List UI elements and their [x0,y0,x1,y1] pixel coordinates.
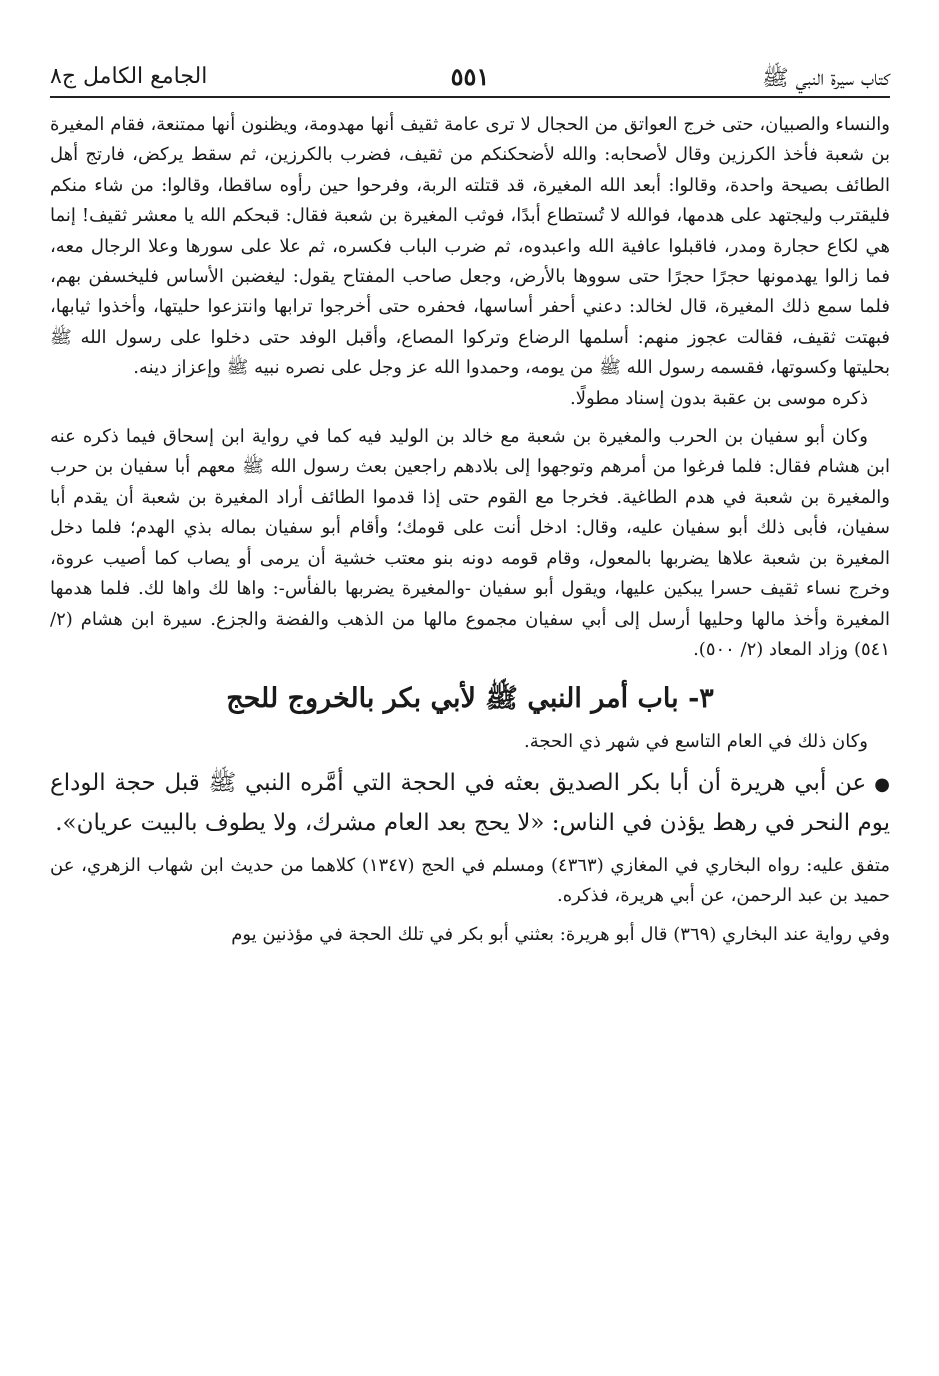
paragraph-abu-sufyan: وكان أبو سفيان بن الحرب والمغيرة بن شعبة مع خالد بن الوليد فيه كما في رواية ابن إسحاق فيما ذكره عنه ابن هشام فقال: فلما فرغوا من أمرهم وتوجهوا إلى بلادهم راجعين بعث رسول الله ﷺ معهم أبا سفيان بن حرب والمغيرة بن شعبة في هدم الطاغية. فخرجا مع القوم حتى إذا قدموا الطائف أراد المغيرة بن شعبة أن يقدم أبا سفيان، فأبى ذلك أبو سفيان عليه، وقال: ادخل أنت على قومك؛ وأقام أبو سفيان بماله بذي الهدم؛ فلما دخل المغيرة بن شعبة علاها يضربها بالمعول، وقام قومه دونه بنو معتب خشية أن يرمى أو يصاب كما أصيب عروة، وخرج نساء ثقيف حسرا يبكين عليها، ويقول أبو سفيان -والمغيرة يضربها بالفأس-: واها لك واها لك. فلما هدمها المغيرة وأخذ مالها وحليها أرسل إلى أبي سفيان مجموع مالها من الذهب والفضة والجزع. سيرة ابن هشام (٢/ ٥٤١) وزاد المعاد (٢/ ٥٠٠). [50,426,890,660]
paragraph-hadith [50,764,890,843]
book-page [50,40,890,950]
paragraph-takhrij: متفق عليه: رواه البخاري في المغازي (٤٣٦٣) ومسلم في الحج (١٣٤٧) كلاهما من حديث ابن شهاب الزهري، عن حميد بن عبد الرحمن، عن أبي هريرة، فذكره. [50,854,890,907]
hadith-text: عن أبي هريرة أن أبا بكر الصديق بعثه في الحجة التي أمَّره النبي ﷺ قبل حجة الوداع يوم النحر في رهط يؤذن في الناس: «لا يحج بعد العام مشرك، ولا يطوف بالبيت عريان». [50,769,890,836]
paragraph-demolition-narrative: والنساء والصبيان، حتى خرج العواتق من الحجال لا ترى عامة ثقيف أنها مهدومة، ويظنون أنها ممتنعة، فقام المغيرة بن شعبة فأخذ الكرزين وقال لأصحابه: والله لأضحكنكم من ثقيف، فضرب بالكرزين، ثم سقط يركض، فارتج أهل الطائف بصيحة واحدة، وقالوا: أبعد الله المغيرة، قد قتلته الربة، وفرحوا حين رأوه ساقطا، وقالوا: من شاء منكم فليقترب وليجتهد على هدمها، فوالله لا تُستطاع أبدًا، فوثب المغيرة بن شعبة فقال: قبحكم الله يا معشر ثقيف! إنما هي لكاع حجارة ومدر، فاقبلوا عافية الله واعبدوه، ثم ضرب الباب فكسره، ثم علا على سورها وعلا الرجال معه، فما زالوا يهدمونها حجرًا حجرًا حتى سووها بالأرض، وجعل صاحب المفتاح يقول: ليغضبن الأساس فليخسفن بهم، فلما سمع ذلك المغيرة، قال لخالد: دعني أحفر أساسها، فحفره حتى أخرجوا ترابها وانتزعوا حليتها، وأخذوا ثيابها، فبهتت ثقيف، فقالت عجوز منهم: أسلمها الرضاع وتركوا المصاع، وأقبل الوفد حتى دخلوا على رسول الله ﷺ بحليتها وكسوتها، فقسمه رسول الله ﷺ من يومه، وحمدوا الله عز وجل على نصره نبيه ﷺ وإعزاز دينه. [50,114,890,379]
page-body [50,110,890,950]
paragraph-source-note: ذكره موسى بن عقبة بدون إسناد مطولًا. [569,387,868,409]
chapter-heading: ٣- باب أمر النبي ﷺ لأبي بكر بالخروج للحج [226,683,714,715]
book-volume-title: الجامع الكامل ج٨ [50,64,208,89]
page-number: ٥٥١ [450,62,490,91]
paragraph-bukhari-narration: وفي رواية عند البخاري (٣٦٩) قال أبو هريرة: بعثني أبو بكر في تلك الحجة في مؤذنين يوم [231,923,890,945]
paragraph-intro: وكان ذلك في العام التاسع في شهر ذي الحجة. [524,731,868,753]
book-section-title: كتاب سيرة النبي ﷺ [762,66,890,91]
page-header [50,40,890,98]
bullet-icon: ● [874,773,890,795]
